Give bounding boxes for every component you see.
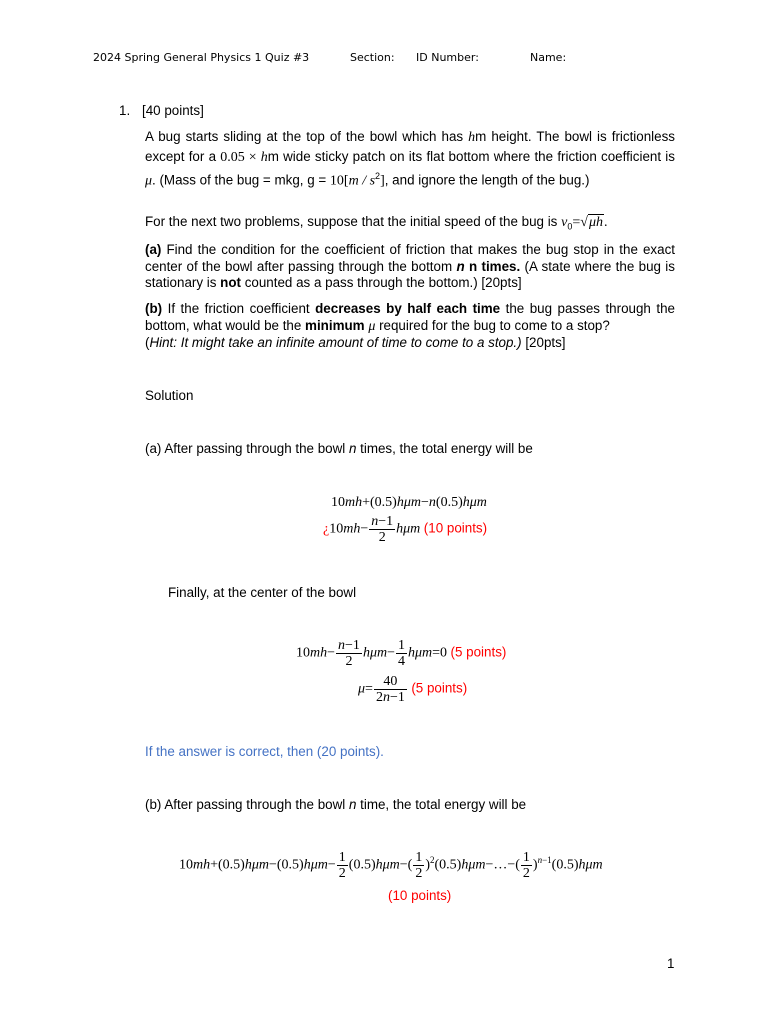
solution-heading: Solution	[145, 388, 194, 403]
solution-a-text: (a) After passing through the bowl n times, the total energy will be	[145, 441, 533, 456]
points-a-5a: (5 points)	[450, 644, 507, 660]
finally-text: Finally, at the center of the bowl	[168, 585, 357, 600]
problem-number: 1.	[119, 103, 131, 118]
name-label: Name:	[530, 51, 567, 64]
points-a-10: (10 points)	[423, 520, 488, 536]
problem-intro: A bug starts sliding at the top of the bowl which has hm height. The bowl is frictionless except for a 0.05 × hm wide sticky patch on its flat bottom where the friction coefficient is μ. (Mass of the bug = mkg, $g = 10[m / s^2]$, and ignore the length of the bug.)	[145, 129, 675, 189]
equation-a-line1: 10mh+(0.5)hμm−n(0.5)hμm	[331, 495, 487, 510]
equation-b-line1: 10mh+(0.5)hμm−(0.5)hμm− $\frac{1}{2}$ (0.5)hμm−( $\frac{1}{2}$ )$^2$(0.5)hμm−…−( $\frac{1}{2}$ )$^{n-1}$(0.5)hμm	[179, 850, 603, 881]
equation-a-line2: ¿10mh− $\frac{n-1}{2}$ hμm (10 points)	[323, 514, 488, 545]
correct-answer-note: If the answer is correct, then (20 points).	[145, 744, 384, 759]
equation-a-line3: 10mh− $\frac{n-1}{2}$ hμm− $\frac{1}{4}$ hμm=0 (5 points)	[296, 638, 507, 669]
page-number: 1	[667, 956, 675, 971]
points-b-10: (10 points)	[388, 888, 452, 903]
id-number-label: ID Number:	[416, 51, 479, 64]
points-a-5b: (5 points)	[411, 680, 468, 696]
part-a-question: (a) Find the condition for the coefficient of friction that makes the bug stop in the exact center of the bowl after passing through the bottom n n times. (A state where the bug is stationary is not counted as a pass through the bottom.) [20pts]	[145, 242, 675, 290]
course-title: 2024 Spring General Physics 1 Quiz #3	[93, 51, 310, 64]
equation-a-line4: μ= $\frac{40}{2n-1}$ (5 points)	[358, 674, 468, 705]
initial-speed-statement: For the next two problems, suppose that the initial speed of the bug is $v_0=√\mu h$.	[145, 214, 608, 232]
problem-points: [40 points]	[142, 103, 204, 118]
part-b-question: (b) If the friction coefficient decreases by half each time the bug passes through the bottom, what would be the minimum μ required for the bug to come to a stop? (Hint: It might take an infinite amount of time to come to a stop.) [20pts]	[145, 301, 675, 350]
section-label: Section:	[350, 51, 395, 64]
solution-b-text: (b) After passing through the bowl n time, the total energy will be	[145, 797, 527, 812]
